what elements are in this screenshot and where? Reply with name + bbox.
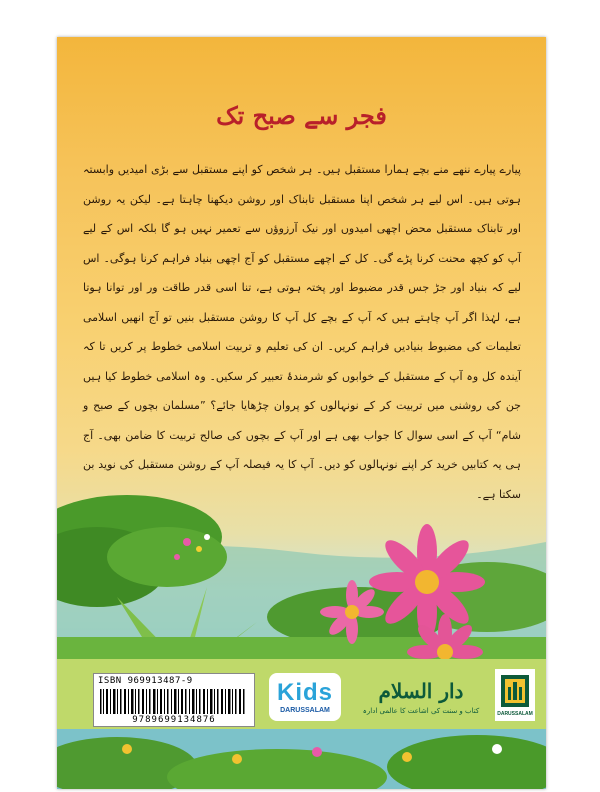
book-back-cover <box>57 37 546 789</box>
publisher-name: دار السلام <box>378 679 464 703</box>
mosque-icon <box>495 669 535 711</box>
kids-logo <box>269 673 341 721</box>
description-text <box>83 155 521 509</box>
isbn-label: ISBN 969913487-9 <box>98 676 193 686</box>
barcode-icon <box>98 689 248 714</box>
publisher-tagline: کتاب و سنت کی اشاعت کا عالمی ادارہ <box>362 707 480 715</box>
description-paragraph: پیارے پیارے ننھے منے بچے ہمارا مستقبل ہیں۔ ہر شخص کو اپنے مستقبل سے بڑی امیدیں وابستہ ہوتی ہیں۔ اس لیے ہر شخص اپنا مستقبل تابناک اور روشن دیکھنا چاہتا ہے۔ لیکن یہ روشن اور تابناک مستقبل محض اچھی امیدوں اور نیک آرزوؤں سے تعمیر نہیں ہو گا بلکہ اس کے لیے آپ کو کچھ محنت کرنا پڑے گی۔ کل کے اچھے مستقبل کو آج اچھی بنیاد فراہم کرنا ہوگی۔ اس لیے کہ بنیاد اور جڑ جس قدر مضبوط اور پختہ ہوتی ہے، تنا اسی قدر طاقت ور اور توانا ہوتا ہے، لہٰذا اگر آپ چاہتے ہیں کہ آپ کے بچے کل آپ کا روشن مستقبل بنیں تو آج انھیں اسلامی تعلیمات کی مضبوط بنیادیں فراہم کریں۔ ان کی تعلیم و تربیت اسلامی خطوط پر کریں تا کہ آیندہ کل وہ آپ کے مستقبل کے خوابوں کو شرمندۂ تعبیر کر سکیں۔ وہ اسلامی خطوط کیا ہیں جن کی روشنی میں تربیت کر کے نونہالوں کو پروان چڑھایا جائے؟ ”مسلمان بچوں کے صبح و شام“ آپ کے اسی سوال کا جواب بھی ہے اور آپ کے بچوں کی صالح تربیت کا ضامن بھی۔ آج ہی یہ کتابیں خرید کر اپنے نونہالوں کو دیں۔ آپ کا یہ فیصلہ آپ کے روشن مستقبل کی نوید بن سکتا ہے۔ <box>83 163 521 501</box>
kids-logo-subtitle: DARUSSALAM <box>280 707 330 714</box>
isbn-barcode <box>93 673 255 727</box>
darussalam-logo-label: DARUSSALAM <box>497 711 533 717</box>
book-title: فجر سے صبح تک <box>216 101 387 130</box>
barcode-number: 9789699134876 <box>132 715 216 725</box>
kids-logo-word: Kids <box>276 679 333 706</box>
darussalam-logo <box>495 669 535 721</box>
